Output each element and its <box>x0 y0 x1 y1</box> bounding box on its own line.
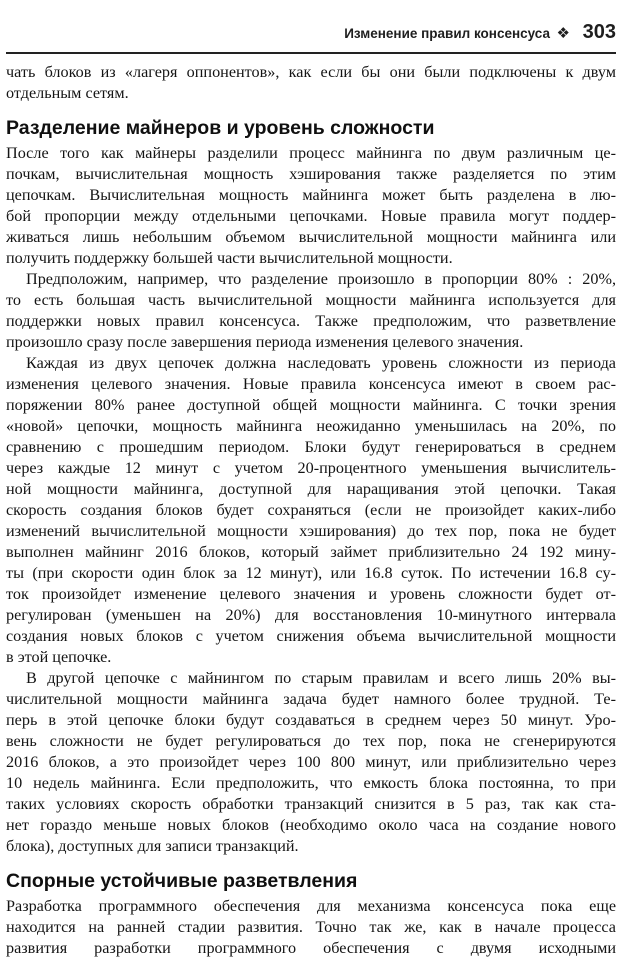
text-line: получить поддержку большей части вычислительной мощности. <box>6 249 453 267</box>
text-line: В другой цепочке с майнингом по старым правилам и всего лишь 20% вы- <box>26 669 616 687</box>
text-line: блока), доступных для записи транзакций. <box>6 837 299 855</box>
text-line: ток произойдет изменение целевого значения и уровень сложности будет от- <box>6 585 616 603</box>
text-line: нет гораздо меньше новых блоков (необходимо около часа на создание нового <box>6 816 616 834</box>
heading-spacer <box>6 857 616 869</box>
text-line: Предположим, например, что разделение произошло в пропорции 80% : 20%, <box>26 270 616 288</box>
text-line: изменения целевого значения. Новые правила консенсуса имеют в своем рас- <box>6 375 616 393</box>
paragraph <box>6 62 616 104</box>
text-line: поддержки новых правил консенсуса. Также предположим, что разветвление <box>6 312 616 330</box>
section-heading: Спорные устойчивые разветвления <box>6 870 358 892</box>
paragraph <box>6 269 616 353</box>
text-line: почкам, вычислительная мощность хэширования также разделяется по этим <box>6 165 616 183</box>
text-line: сравнению с прошедшим периодом. Блоки будут генерироваться в среднем <box>6 438 616 456</box>
text-line: таких условиях скорость обработки транзакций снизится в 5 раз, так как ста- <box>6 795 616 813</box>
text-line: бой пропорции между отдельными цепочками. Новые правила могут поддер- <box>6 207 616 225</box>
text-line: ты (при скорости один блок за 12 минут), или 16.8 суток. По истечении 16.8 су- <box>6 564 616 582</box>
text-line: скорость создания блоков будет сохраняться (если не произойдет каких-либо <box>6 501 616 519</box>
diamond-ornament-icon: ❖ <box>556 24 570 42</box>
text-line: то есть большая часть вычислительной мощности майнинга используется для <box>6 291 616 309</box>
text-line: через каждые 12 минут с учетом 20-процентного уменьшения вычислитель- <box>6 459 616 477</box>
text-line: изменений вычислительной мощности хэширования) до тех пор, пока не будет <box>6 522 616 540</box>
paragraph <box>6 143 616 269</box>
paragraph <box>6 353 616 668</box>
section-heading: Разделение майнеров и уровень сложности <box>6 117 435 139</box>
text-line: произошло сразу после завершения периода изменения целевого значения. <box>6 333 524 351</box>
text-line: создания новых блоков с учетом снижения объема вычислительной мощности <box>6 627 616 645</box>
text-line: ной мощности майнинга, доступной для наращивания этой цепочки. Такая <box>6 480 616 498</box>
text-line: живаться лишь небольшим объемом вычислительной мощности майнинга или <box>6 228 616 246</box>
text-line: чать блоков из «лагеря оппонентов», как если бы они были подключены к двум <box>6 63 616 81</box>
text-line: Разработка программного обеспечения для механизма консенсуса пока еще <box>6 897 616 915</box>
text-line: После того как майнеры разделили процесс майнинга по двум различным це- <box>6 144 616 162</box>
text-line: «новой» цепочки, мощность майнинга неожиданно уменьшилась на 20%, по <box>6 417 616 435</box>
page-number: 303 <box>582 21 616 43</box>
text-line: в этой цепочке. <box>6 648 112 666</box>
text-line: цепочкам. Вычислительная мощность майнинга может быть разделена в лю- <box>6 186 616 204</box>
running-header <box>6 18 616 54</box>
text-line: находится на ранней стадии развития. Точно так же, как в начале процесса <box>6 918 616 936</box>
text-line: числительной мощности майнинга задача будет намного более трудной. Те- <box>6 690 616 708</box>
text-line: выполнен майнинг 2016 блоков, который займет приблизительно 24 192 мину- <box>6 543 616 561</box>
text-line: перь в этой цепочке блоки будут создаваться в среднем через 50 минут. Уро- <box>6 711 616 729</box>
paragraph <box>6 896 616 959</box>
heading-spacer <box>6 104 616 116</box>
text-line: Каждая из двух цепочек должна наследовать уровень сложности из периода <box>26 354 616 372</box>
text-line: вень сложности не будет регулироваться до тех пор, пока не сгенерируются <box>6 732 616 750</box>
chapter-title: Изменение правил консенсуса <box>344 26 550 41</box>
text-line: регулирован (уменьшен на 20%) для восстановления 10-минутного интервала <box>6 606 616 624</box>
page-body <box>6 62 616 959</box>
paragraph <box>6 668 616 857</box>
text-line: 10 недель майнинга. Если предположить, что емкость блока постоянна, то при <box>6 774 616 792</box>
text-line: развития разработки программного обеспечения с двумя исходными <box>6 939 616 957</box>
text-line: 2016 блоков, а это произойдет через 100 800 минут, или приблизительно через <box>6 753 616 771</box>
text-line: поряжении 80% ранее доступной общей мощности майнинга. С точки зрения <box>6 396 616 414</box>
text-line: отдельным сетям. <box>6 84 129 102</box>
